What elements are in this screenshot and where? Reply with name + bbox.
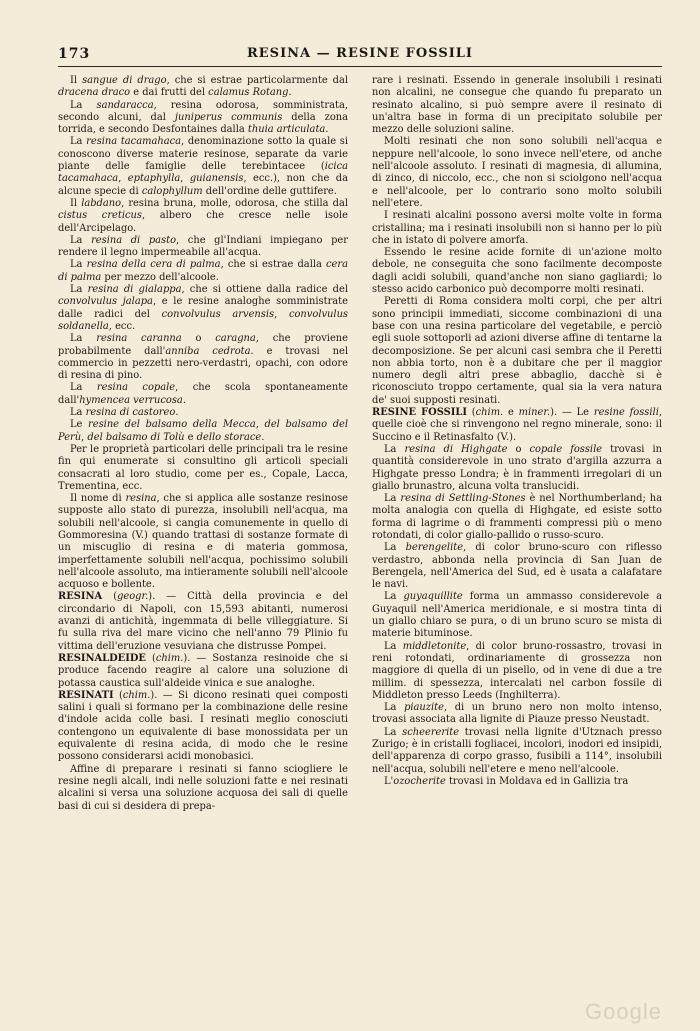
paragraph-cera-di-palma: La resina della cera di palma, che si estrae dalla cera di palma per mezzo dell'alcoole. bbox=[58, 259, 348, 283]
left-column bbox=[58, 75, 348, 813]
paragraph-proprieta: Per le proprietà particolari delle principali tra le resine fin qui enumerate si consultino gli articoli speciali consacrati al loro studio, come per es., Copale, Lacca, Trementina, ecc. bbox=[58, 443, 348, 492]
paragraph-continuation: rare i resinati. Essendo in generale insolubili i resinati non alcalini, ne consegue che quando fu preparato un resinato alcalino, si può sempre avere il resinato di un'altra base in forma di un precipitato solubile per mezzo delle soluzioni saline. bbox=[372, 75, 662, 136]
running-head: RESINA — RESINE FOSSILI bbox=[246, 46, 474, 61]
paragraph-sangue-di-drago: Il sangue di drago, che si estrae particolarmente dal dracena draco e dai frutti del calamus Rotang. bbox=[58, 75, 349, 99]
entry-resinati: RESINATI (chim.). — Si dicono resinati quei composti salini i quali si formano per la combinazione delle resine d'indole acida colle basi. I resinati meglio conosciuti contengono un equivalente di base monossidata per un equivalente di resina acida, di modo che le resine possono considerarsi acidi monobasici. bbox=[58, 689, 348, 763]
paragraph-balsami: Le resine del balsamo della Mecca, del balsamo del Perù, del balsamo di Tolù e dello storace. bbox=[58, 419, 349, 443]
paragraph-middletonite: La middletonite, di color bruno-rossastro, trovasi in reni rotondati, ordinariamente di grossezza non maggiore di quella di un pisello, od in vene di due a tre millim. di spessezza, intercalati nel carbon fossile di Middleton presso Leeds (Inghilterra). bbox=[372, 640, 662, 701]
paragraph-caranna: La resina caranna o caragna, che proviene probabilmente dall'anniba cedrota. e trovasi nel commercio in pezzetti nero-verdastri, opachi, con odore di resina di pino. bbox=[58, 333, 348, 382]
paragraph-settling-stones: La resina di Settling-Stones è nel Northumberland; ha molta analogia con quella di Highgate, ed esiste sotto forma di lagrime o di frammenti compressi più o meno rotondati, di color giallo-pallido o russo-scuro. bbox=[372, 493, 662, 541]
paragraph-guyaquillite: La guyaquillite forma un ammasso considerevole a Guyaquil nell'America meridionale, e si mostra tinta di un giallo chiaro se pura, o di un bruno scuro se mista di materie bituminose. bbox=[372, 591, 662, 640]
paragraph-resinati-cristallini: I resinati alcalini possono aversi molte volte in forma cristallina; ma i resinati insolubili non si hanno per lo più che in istato di polvere amorfa. bbox=[372, 210, 662, 246]
paragraph-nome-resina: Il nome di resina, che si applica alle sostanze resinose supposte allo stato di purezza, insolubili nell'acqua, ma solubili nell'alcoole, si cangia comunemente in quello di Gommoresina (V.) quando trattasi di sostanze formate di un miscuglio di resina e di materia gommosa, imperfettamente solubili nell'acqua, pochissimo solubili nell'alcoole assoluto, ma intieramente solubili nell'alcoole acquoso e bollente. bbox=[58, 493, 348, 591]
paragraph-peretti: Peretti di Roma considera molti corpi, che per altri sono principii immediati, siccome combinazioni di una base con una resina particolare del vegetabile, e perciò egli suole sottoporli ad azioni diverse affine di tentarne la decomposizione. Se per alcuni casi sembra che il Peretti non abbia torto, non è a dubitare che per il maggior numero degli altri prese abbaglio, dacchè si è riconosciuto troppo certamente, qual sia la vera natura de' suoi supposti resinati. bbox=[372, 296, 662, 406]
entry-resina-geogr: RESINA (geogr.). — Città della provincia e del circondario di Napoli, con 15,593 abitanti, numerosi avanzi di antichità, ingemmata di belle villeggiature. Si fu sulla riva del mare vicino che nell'anno 79 Plinio fu vittima dell'eruzione vesuviana che distrusse Pompei. bbox=[58, 591, 348, 652]
paragraph-ozocherite: L'ozocherite trovasi in Moldava ed in Gallizia tra bbox=[384, 775, 629, 787]
page-header bbox=[58, 44, 662, 67]
paragraph-piauzite: La piauzite, di un bruno nero non molto intenso, trovasi associata alla lignite di Piauze presso Neustadt. bbox=[372, 702, 662, 726]
paragraph-tacamahaca: La resina tacamahaca, denominazione sotto la quale si conoscono diverse materie resinose, separate da varie piante delle famiglie delle terebintacee (icica tacamahaca, eptaphylla, guianensis, ecc.), non che da alcune specie di calophyllum dell'ordine delle guttifere. bbox=[58, 136, 348, 197]
text-columns bbox=[58, 75, 662, 813]
paragraph-resinati-etere: Molti resinati che non sono solubili nell'acqua e neppure nell'alcoole, lo sono invece nell'etere, od anche nell'alcoole assoluto. I resinati di magnesia, di allumina, di zinco, di niccolo, ecc., che non si sciolgono nell'acqua e nell'alcoole, per lo contrario sono molto solubili nell'etere. bbox=[372, 136, 662, 209]
paragraph-copale: La resina copale, che scola spontaneamente dall'hymencea verrucosa. bbox=[58, 382, 349, 406]
paragraph-gialappa: La resina di gialappa, che si ottiene dalla radice del convolvulus jalapa, e le resine analoghe somministrate dalle radici del convolvulus arvensis, convolvulus soldanella, ecc. bbox=[58, 284, 348, 332]
paragraph-preparare-resinati: Affine di preparare i resinati si fanno sciogliere le resine negli alcali, indi nelle soluzioni fatte e nei resinati alcalini si versa una soluzione acquosa dei sali di quelle basi di cui si desidera di prepa- bbox=[58, 763, 348, 812]
scan-watermark: Google bbox=[585, 999, 662, 1024]
entry-resinaldeide: RESINALDEIDE (chim.). — Sostanza resinoide che si produce facendo reagire al calore una soluzione di potassa caustica sull'aldeide vinica e sue analoghe. bbox=[58, 652, 348, 689]
paragraph-resina-di-pasto: La resina di pasto, che gl'Indiani impiegano per rendere il legno impermeabile all'acqua. bbox=[58, 234, 348, 259]
paragraph-highgate: La resina di Highgate o copale fossile trovasi in quantità considerevole in uno strato d'argilla azzurra a Highgate presso Londra; è in frammenti irregolari di un giallo brunastro, alcuna volta translucidi. bbox=[372, 443, 662, 492]
paragraph-castoreo: La resina di castoreo. bbox=[70, 407, 179, 419]
paragraph-resine-acide: Essendo le resine acide fornite di un'azione molto debole, ne conseguita che sono facilmente decomposte dagli acidi solubili, quand'anche non siano gagliardi; lo stesso acido carbonico può decomporre molti resinati. bbox=[372, 247, 662, 296]
right-column bbox=[372, 75, 662, 813]
paragraph-scheererite: La scheererite trovasi nella lignite d'Utznach presso Zurigo; è in cristalli fogliacei, incolori, inodori ed insipidi, dell'apparenza di corpo grasso, fusibili a 114°, insolubili nell'acqua, solubili nell'etere e meno nell'alcoole. bbox=[372, 726, 662, 775]
entry-resine-fossili: RESINE FOSSILI (chim. e miner.). — Le resine fossili, quelle cioè che si rinvengono nel regno minerale, sono: il Succino e il Retinasfalto (V.). bbox=[372, 407, 662, 443]
page-number: 173 bbox=[58, 46, 91, 62]
paragraph-berengelite: La berengelite, di color bruno-scuro con riflesso verdastro, abbonda nella provincia di San Juan de Berengela, nell'America del Sud, ed è usata a calafatare le navi. bbox=[372, 542, 662, 591]
paragraph-sandaracca: La sandaracca, resina odorosa, somministrata, secondo alcuni, dal juniperus communis della zona torrida, e secondo Desfontaines dalla thuia articulata. bbox=[58, 99, 349, 136]
paragraph-labdano: Il labdano, resina bruna, molle, odorosa, che stilla dal cistus creticus, albero che cresce nelle isole dell'Arcipelago. bbox=[58, 197, 348, 234]
